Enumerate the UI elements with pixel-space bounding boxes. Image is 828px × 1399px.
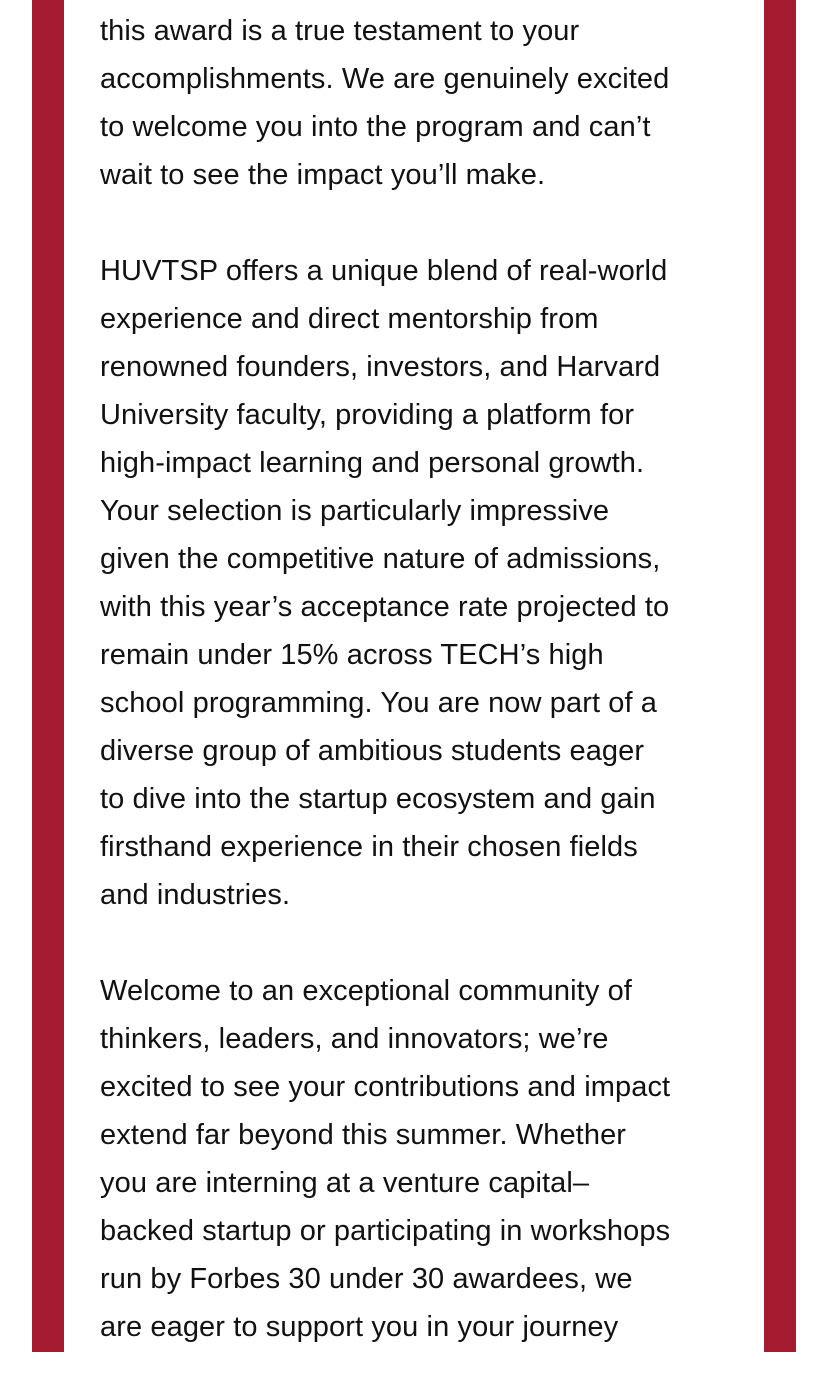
text-line: remain under 15% across TECH’s high bbox=[100, 639, 604, 671]
text-line: Your selection is particularly impressive bbox=[100, 495, 610, 527]
text-line: high-impact learning and personal growth. bbox=[100, 447, 645, 479]
text-line: renowned founders, investors, and Harvard bbox=[100, 351, 661, 383]
text-line: extend far beyond this summer. Whether bbox=[100, 1119, 627, 1151]
text-line: and industries. bbox=[100, 879, 291, 911]
text-line: thinkers, leaders, and innovators; we’re bbox=[100, 1023, 609, 1055]
paragraph-community-welcome bbox=[100, 967, 732, 1351]
text-line: excited to see your contributions and impact bbox=[100, 1071, 671, 1103]
email-letter-card bbox=[64, 0, 764, 1352]
text-line: run by Forbes 30 under 30 awardees, we bbox=[100, 1263, 633, 1295]
text-line: accomplishments. We are genuinely excited bbox=[100, 63, 670, 95]
text-line: experience and direct mentorship from bbox=[100, 303, 599, 335]
paragraph-acceptance-congrats bbox=[100, 7, 732, 199]
text-line: Welcome to an exceptional community of bbox=[100, 975, 632, 1007]
text-line: with this year’s acceptance rate projected to bbox=[100, 591, 670, 623]
email-body bbox=[100, 7, 732, 1399]
text-line: you are interning at a venture capital– bbox=[100, 1167, 590, 1199]
text-line: backed startup or participating in workshops bbox=[100, 1215, 671, 1247]
text-line: to welcome you into the program and can’t bbox=[100, 111, 651, 143]
text-line: diverse group of ambitious students eager bbox=[100, 735, 645, 767]
text-line: school programming. You are now part of a bbox=[100, 687, 658, 719]
text-line: wait to see the impact you’ll make. bbox=[100, 159, 546, 191]
text-line: University faculty, providing a platform for bbox=[100, 399, 635, 431]
text-line: HUVTSP offers a unique blend of real-world bbox=[100, 255, 668, 287]
text-line: to dive into the startup ecosystem and gain bbox=[100, 783, 656, 815]
text-line: are eager to support you in your journey bbox=[100, 1311, 619, 1343]
text-line: firsthand experience in their chosen fields bbox=[100, 831, 638, 863]
paragraph-program-overview bbox=[100, 247, 732, 919]
text-line: given the competitive nature of admissions, bbox=[100, 543, 661, 575]
text-line: this award is a true testament to your bbox=[100, 15, 580, 47]
